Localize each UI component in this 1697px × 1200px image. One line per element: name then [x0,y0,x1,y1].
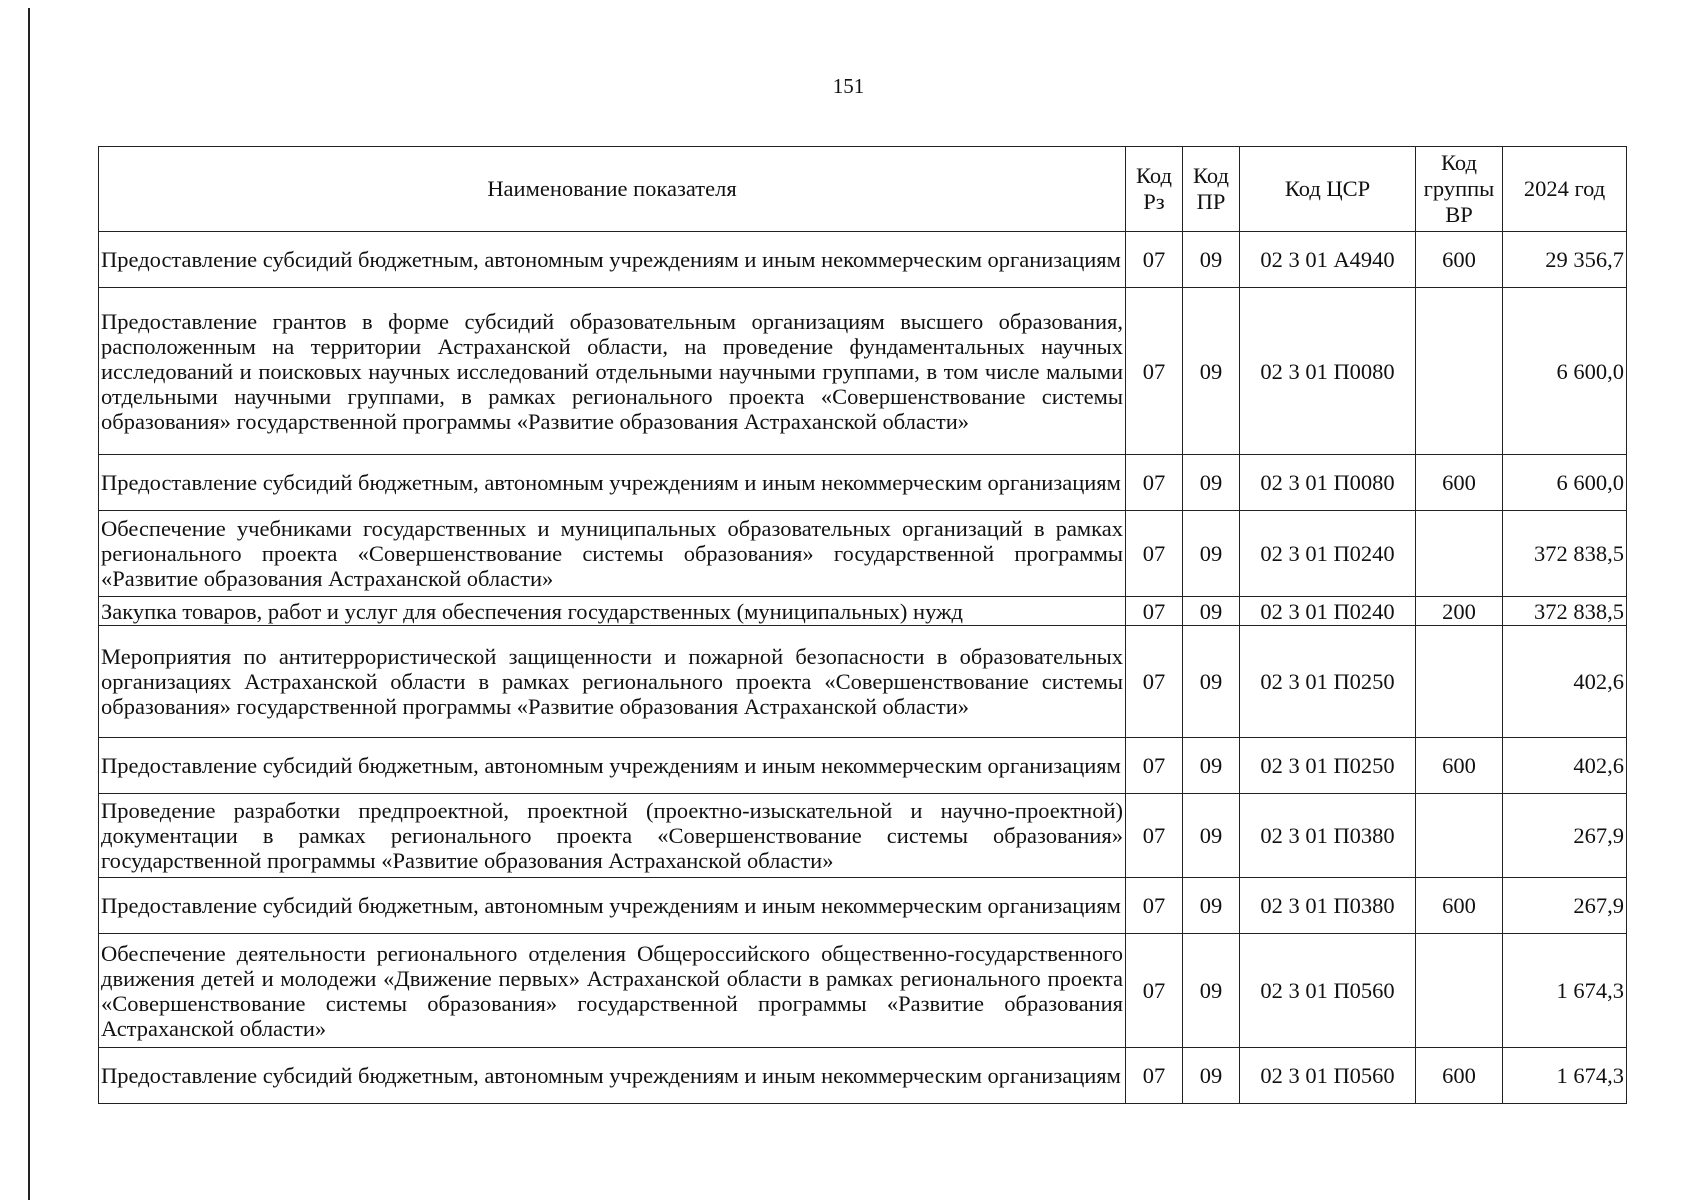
row-vr [1416,511,1503,597]
header-rz: Код Рз [1126,147,1183,232]
row-pr: 09 [1183,288,1240,455]
row-rz: 07 [1126,1048,1183,1104]
row-vr: 600 [1416,878,1503,934]
row-csr: 02 3 01 П0250 [1240,738,1416,794]
row-rz: 07 [1126,232,1183,288]
row-pr: 09 [1183,738,1240,794]
row-amount: 6 600,0 [1503,455,1627,511]
header-pr: Код ПР [1183,147,1240,232]
header-name: Наименование показателя [99,147,1126,232]
table-header [99,147,1627,232]
header-csr: Код ЦСР [1240,147,1416,232]
table-row [99,626,1627,738]
row-pr: 09 [1183,878,1240,934]
row-amount: 402,6 [1503,738,1627,794]
row-name: Предоставление субсидий бюджетным, автономным учреждениям и иным некоммерческим организациям [99,232,1126,288]
table-row [99,597,1627,626]
row-name: Обеспечение деятельности регионального отделения Общероссийского общественно-государственного движения детей и молодежи «Движение первых» Астраханской области в рамках регионального проекта «Совершенствование системы образования» государственной программы «Развитие образования Астраханской области» [99,934,1126,1048]
row-name: Предоставление субсидий бюджетным, автономным учреждениям и иным некоммерческим организациям [99,455,1126,511]
row-amount: 372 838,5 [1503,597,1627,626]
row-csr: 02 3 01 А4940 [1240,232,1416,288]
row-amount: 6 600,0 [1503,288,1627,455]
budget-table [98,146,1627,1104]
row-amount: 402,6 [1503,626,1627,738]
row-pr: 09 [1183,794,1240,878]
row-vr: 200 [1416,597,1503,626]
row-vr [1416,794,1503,878]
row-name: Предоставление субсидий бюджетным, автономным учреждениям и иным некоммерческим организациям [99,738,1126,794]
row-rz: 07 [1126,794,1183,878]
row-vr [1416,934,1503,1048]
row-vr: 600 [1416,455,1503,511]
table-row [99,934,1627,1048]
row-pr: 09 [1183,511,1240,597]
row-vr: 600 [1416,232,1503,288]
table-row [99,878,1627,934]
row-amount: 1 674,3 [1503,934,1627,1048]
row-rz: 07 [1126,738,1183,794]
row-csr: 02 3 01 П0560 [1240,934,1416,1048]
table-row [99,288,1627,455]
row-amount: 267,9 [1503,878,1627,934]
row-csr: 02 3 01 П0080 [1240,288,1416,455]
row-vr [1416,626,1503,738]
row-amount: 29 356,7 [1503,232,1627,288]
table-row [99,455,1627,511]
row-name: Предоставление субсидий бюджетным, автономным учреждениям и иным некоммерческим организациям [99,878,1126,934]
header-year: 2024 год [1503,147,1627,232]
row-amount: 267,9 [1503,794,1627,878]
header-vr: Код группы ВР [1416,147,1503,232]
row-pr: 09 [1183,934,1240,1048]
row-rz: 07 [1126,455,1183,511]
row-rz: 07 [1126,597,1183,626]
header-row [99,147,1627,232]
row-csr: 02 3 01 П0080 [1240,455,1416,511]
row-pr: 09 [1183,232,1240,288]
row-pr: 09 [1183,1048,1240,1104]
row-name: Проведение разработки предпроектной, проектной (проектно-изыскательной и научно-проектной) документации в рамках регионального проекта «Совершенствование системы образования» государственной программы «Развитие образования Астраханской области» [99,794,1126,878]
row-rz: 07 [1126,626,1183,738]
row-csr: 02 3 01 П0380 [1240,794,1416,878]
row-name: Предоставление грантов в форме субсидий образовательным организациям высшего образования, расположенным на территории Астраханской области, на проведение фундаментальных научных исследований и поисковых научных исследований отдельными научными группами, в том числе малыми отдельными научными группами, в рамках регионального проекта «Совершенствование системы образования» государственной программы «Развитие образования Астраханской области» [99,288,1126,455]
row-pr: 09 [1183,626,1240,738]
row-name: Обеспечение учебниками государственных и муниципальных образовательных организаций в рамках регионального проекта «Совершенствование системы образования» государственной программы «Развитие образования Астраханской области» [99,511,1126,597]
row-vr [1416,288,1503,455]
table-body [99,232,1627,1104]
row-amount: 1 674,3 [1503,1048,1627,1104]
row-name: Мероприятия по антитеррористической защищенности и пожарной безопасности в образовательных организациях Астраханской области в рамках регионального проекта «Совершенствование системы образования» государственной программы «Развитие образования Астраханской области» [99,626,1126,738]
row-pr: 09 [1183,455,1240,511]
table-row [99,794,1627,878]
table-row [99,738,1627,794]
table-row [99,1048,1627,1104]
page-number: 151 [832,74,865,98]
row-vr: 600 [1416,738,1503,794]
row-csr: 02 3 01 П0250 [1240,626,1416,738]
row-csr: 02 3 01 П0380 [1240,878,1416,934]
row-name: Закупка товаров, работ и услуг для обеспечения государственных (муниципальных) нужд [99,597,1126,626]
row-csr: 02 3 01 П0240 [1240,511,1416,597]
row-rz: 07 [1126,934,1183,1048]
row-csr: 02 3 01 П0560 [1240,1048,1416,1104]
row-csr: 02 3 01 П0240 [1240,597,1416,626]
left-margin-line [28,8,30,1200]
table-row [99,232,1627,288]
row-amount: 372 838,5 [1503,511,1627,597]
row-vr: 600 [1416,1048,1503,1104]
row-pr: 09 [1183,597,1240,626]
row-rz: 07 [1126,878,1183,934]
table-row [99,511,1627,597]
row-name: Предоставление субсидий бюджетным, автономным учреждениям и иным некоммерческим организациям [99,1048,1126,1104]
row-rz: 07 [1126,288,1183,455]
row-rz: 07 [1126,511,1183,597]
